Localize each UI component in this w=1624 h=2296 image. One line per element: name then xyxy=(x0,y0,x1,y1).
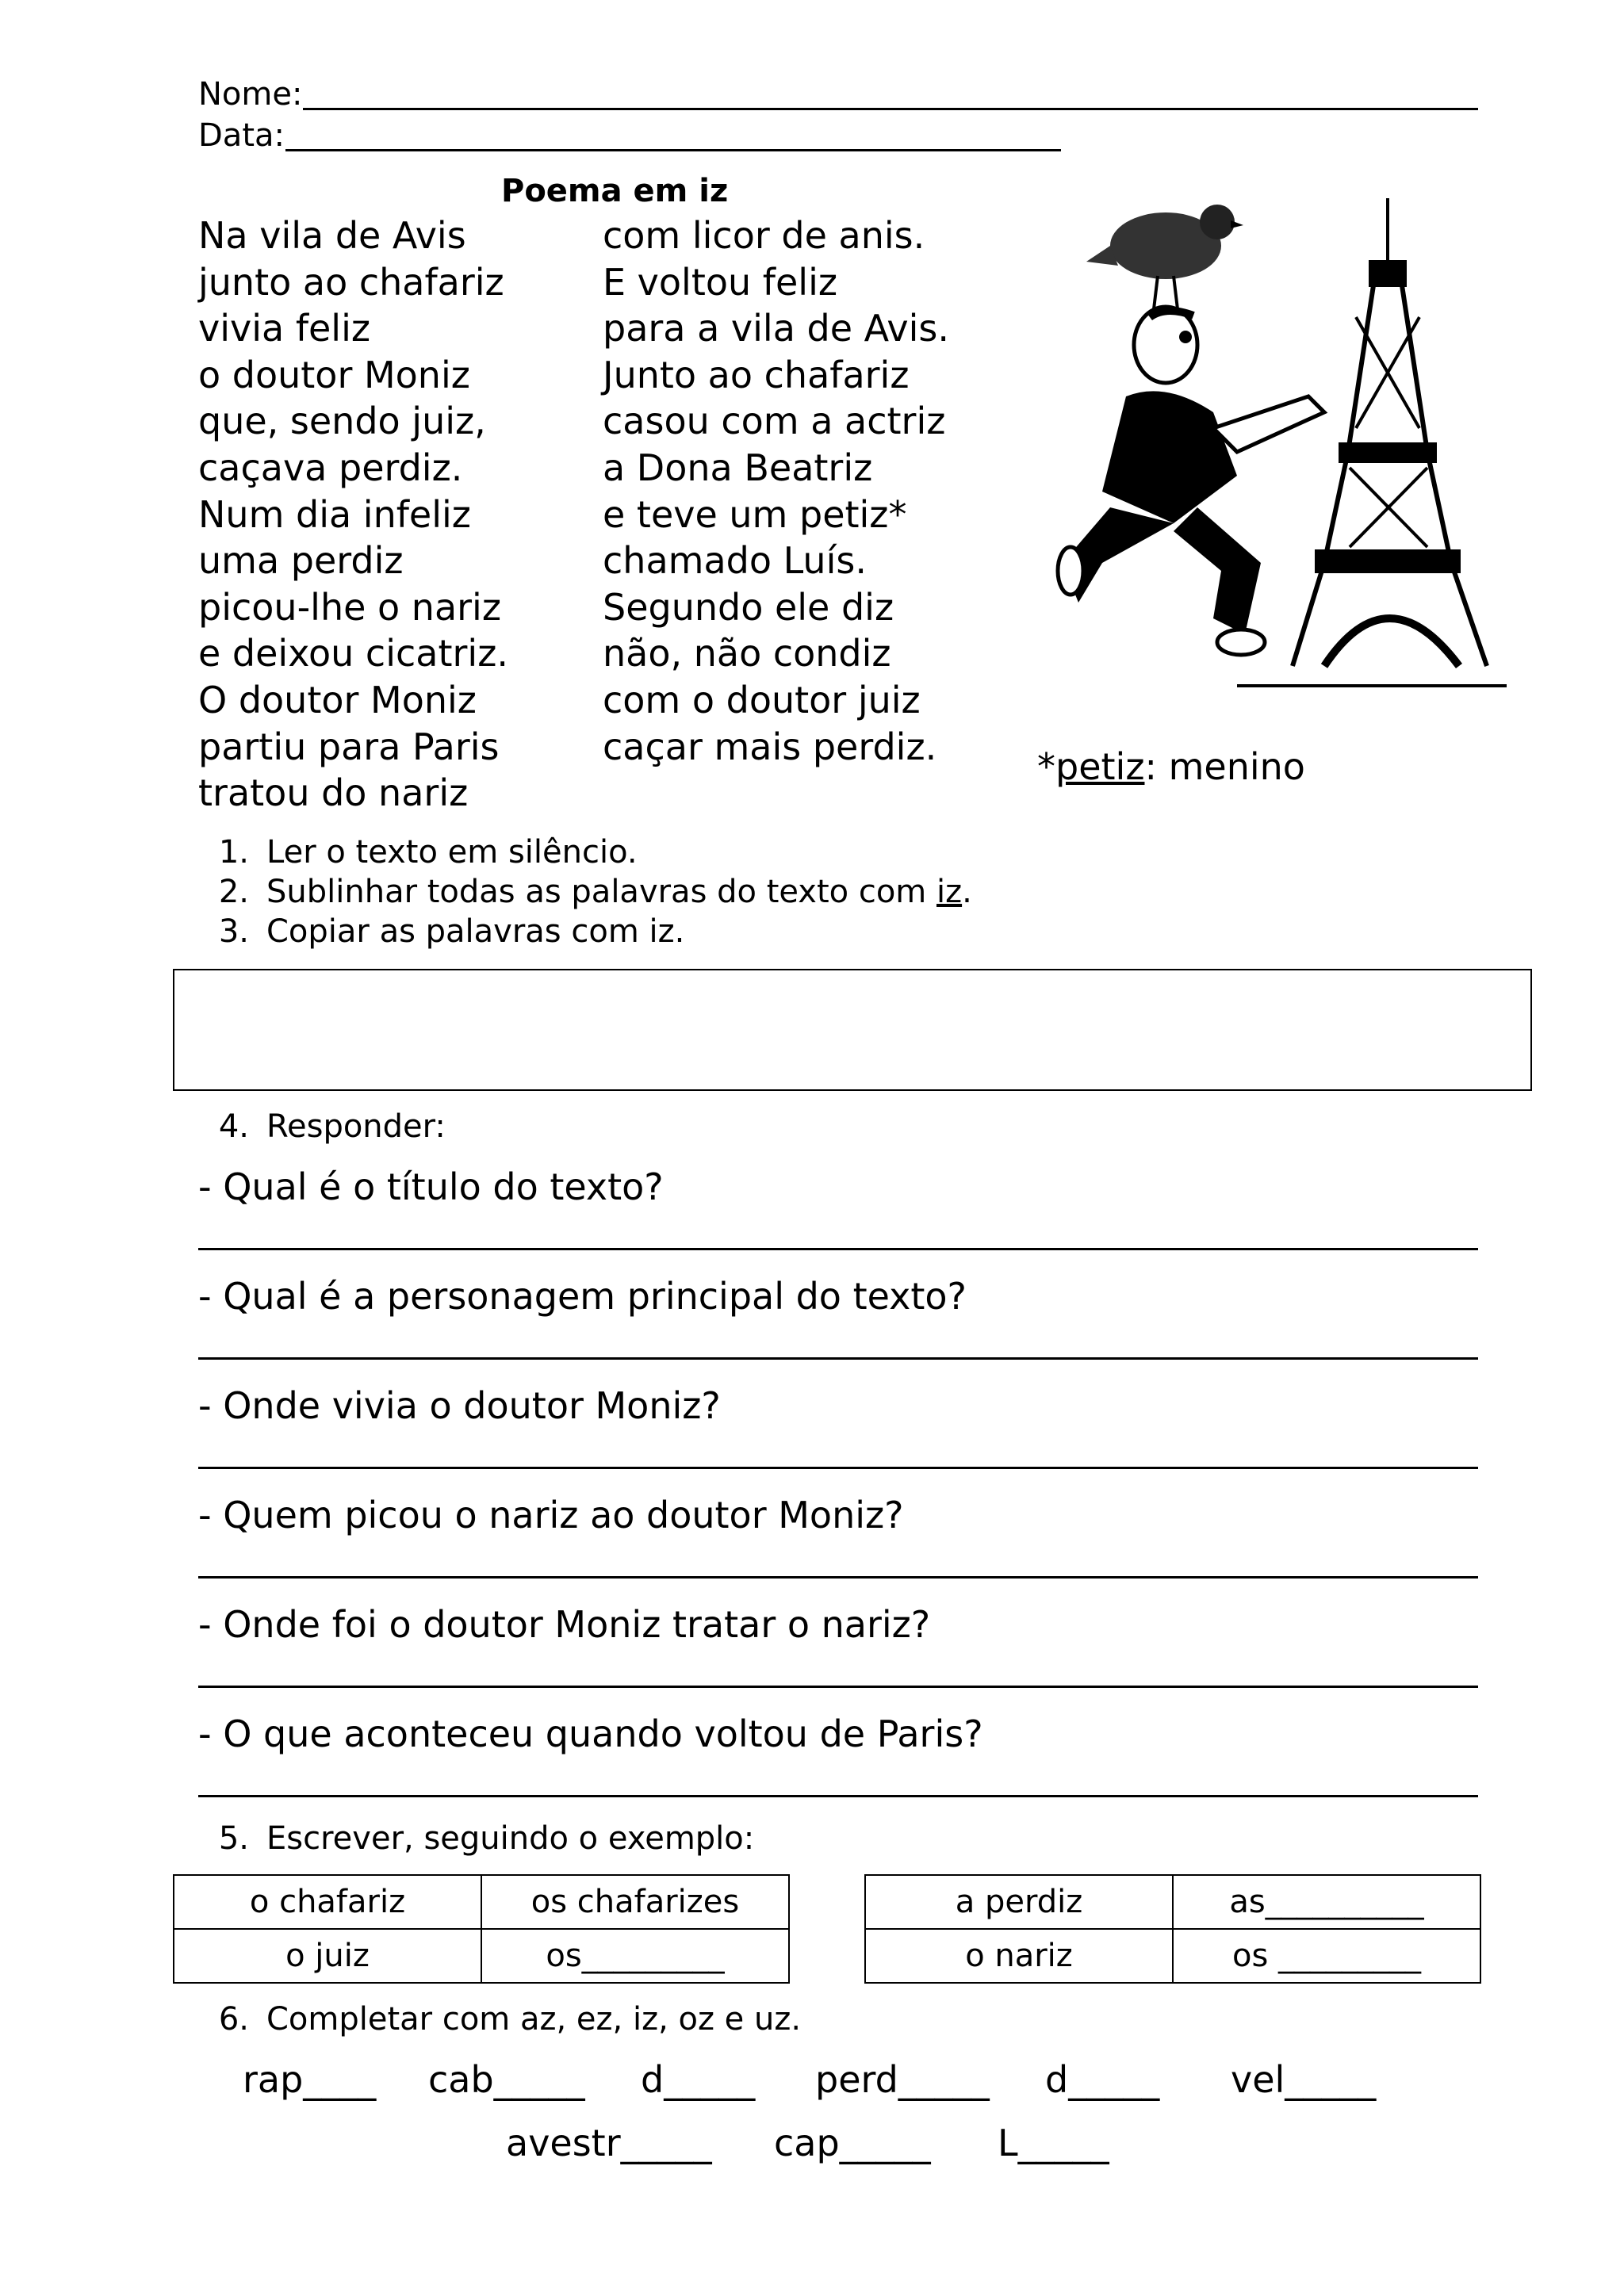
poem-line: chamado Luís. xyxy=(603,539,867,583)
table-cell: a perdiz xyxy=(865,1875,1173,1929)
table-cell[interactable]: os _________ xyxy=(1173,1929,1480,1983)
fill-word-3[interactable]: d_____ xyxy=(641,2058,756,2101)
poem-line: com o doutor juiz xyxy=(603,678,921,721)
section-6-label: 6. Completar com az, ez, iz, oz e uz. xyxy=(218,2001,802,2038)
poem-line: O doutor Moniz xyxy=(198,678,477,721)
poem-line: picou-lhe o nariz xyxy=(198,585,501,629)
poem-line: e teve um petiz* xyxy=(603,492,907,536)
poem-column-1 xyxy=(198,212,508,817)
name-label: Nome: xyxy=(198,76,303,113)
poem-column-2 xyxy=(603,212,949,770)
poem-line: E voltou feliz xyxy=(603,260,837,304)
fill-word-1[interactable]: rap____ xyxy=(243,2058,377,2101)
poem-line: casou com a actriz xyxy=(603,400,946,443)
table-cell[interactable]: as__________ xyxy=(1173,1875,1480,1929)
table-row xyxy=(865,1875,1480,1929)
fill-word-4[interactable]: perd_____ xyxy=(815,2058,990,2101)
answer-line-4[interactable] xyxy=(198,1576,1478,1578)
date-label: Data: xyxy=(198,117,285,154)
footnote-word: petiz xyxy=(1055,745,1145,788)
fill-word-5[interactable]: d_____ xyxy=(1045,2058,1160,2101)
fill-word-7[interactable]: avestr_____ xyxy=(506,2122,712,2164)
poem-line: com licor de anis. xyxy=(603,214,925,257)
poem-line: junto ao chafariz xyxy=(198,260,504,304)
poem-line: uma perdiz xyxy=(198,539,404,583)
man-icon xyxy=(1058,307,1324,655)
poem-line: caçar mais perdiz. xyxy=(603,725,937,768)
answer-line-3[interactable] xyxy=(198,1467,1478,1469)
poem-line: Num dia infeliz xyxy=(198,492,471,536)
question-5: - Onde foi o doutor Moniz tratar o nariz? xyxy=(198,1603,931,1646)
instruction-3: 3. Copiar as palavras com iz. xyxy=(218,913,685,950)
poem-line: para a vila de Avis. xyxy=(603,307,949,350)
answer-line-2[interactable] xyxy=(198,1357,1478,1360)
poem-line: e deixou cicatriz. xyxy=(198,632,508,675)
poem-line: Na vila de Avis xyxy=(198,214,466,257)
answer-line-6[interactable] xyxy=(198,1795,1478,1797)
table-cell: o nariz xyxy=(865,1929,1173,1983)
instruction-1: 1. Ler o texto em silêncio. xyxy=(218,834,638,871)
answer-box[interactable] xyxy=(173,969,1532,1091)
poem-line: partiu para Paris xyxy=(198,725,500,768)
instruction-2: 2. Sublinhar todas as palavras do texto com iz. xyxy=(218,874,972,910)
fill-word-8[interactable]: cap_____ xyxy=(774,2122,931,2164)
poem-line: tratou do nariz xyxy=(198,771,469,815)
table-cell: o juiz xyxy=(174,1929,481,1983)
man-reading-bird-eiffel-tower-illustration xyxy=(1055,190,1515,698)
question-2: - Qual é a personagem principal do texto? xyxy=(198,1275,967,1318)
bird-icon xyxy=(1086,205,1243,309)
table-row xyxy=(174,1929,789,1983)
poem-line: a Dona Beatriz xyxy=(603,446,873,489)
table-row xyxy=(865,1929,1480,1983)
table-cell[interactable]: os_________ xyxy=(481,1929,789,1983)
fill-word-9[interactable]: L_____ xyxy=(998,2122,1109,2164)
example-table-right xyxy=(864,1874,1481,1984)
question-3: - Onde vivia o doutor Moniz? xyxy=(198,1384,721,1427)
poem-title: Poema em iz xyxy=(501,173,729,209)
name-field[interactable] xyxy=(303,108,1478,110)
fill-word-2[interactable]: cab_____ xyxy=(428,2058,585,2101)
question-4: - Quem picou o nariz ao doutor Moniz? xyxy=(198,1494,904,1536)
question-6: - O que aconteceu quando voltou de Paris? xyxy=(198,1712,983,1755)
table-cell: os chafarizes xyxy=(481,1875,789,1929)
table-row xyxy=(174,1875,789,1929)
question-1: - Qual é o título do texto? xyxy=(198,1165,664,1208)
poem-line: o doutor Moniz xyxy=(198,353,470,396)
poem-line: não, não condiz xyxy=(603,632,891,675)
poem-line: Segundo ele diz xyxy=(603,585,894,629)
footnote: *petiz: menino xyxy=(1037,745,1305,788)
answer-line-5[interactable] xyxy=(198,1686,1478,1688)
poem-line: que, sendo juiz, xyxy=(198,400,486,443)
poem-line: caçava perdiz. xyxy=(198,446,463,489)
footnote-meaning: : menino xyxy=(1144,745,1305,788)
table-cell: o chafariz xyxy=(174,1875,481,1929)
answer-line-1[interactable] xyxy=(198,1248,1478,1250)
poem-line: vivia feliz xyxy=(198,307,371,350)
date-field[interactable] xyxy=(285,149,1061,151)
section-4-label: 4. Responder: xyxy=(218,1108,446,1145)
poem-line: Junto ao chafariz xyxy=(603,353,910,396)
example-table-left xyxy=(173,1874,790,1984)
fill-word-6[interactable]: vel_____ xyxy=(1231,2058,1377,2101)
section-5-label: 5. Escrever, seguindo o exemplo: xyxy=(218,1820,755,1857)
